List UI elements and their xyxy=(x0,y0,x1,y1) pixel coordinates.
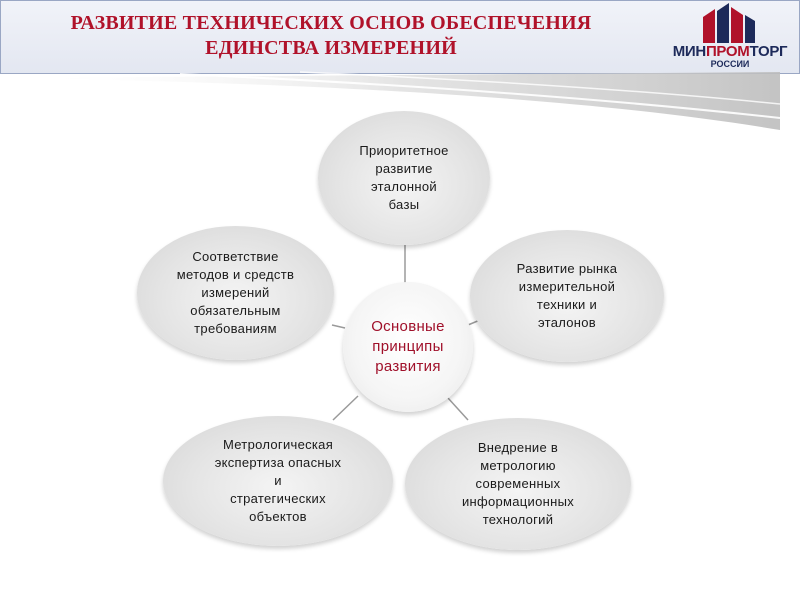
node-compliance-label: Соответствие методов и средств измерений обязательным требованиям xyxy=(176,249,295,336)
connector-bottom-right xyxy=(448,398,468,420)
node-core-principles-label: Основные принципы развития xyxy=(371,318,445,375)
connector-left xyxy=(332,325,345,328)
node-market-development-label: Развитие рынка измерительной техники и эталонов xyxy=(516,261,618,330)
node-metrological-expertise-label: Метрологическая экспертиза опасных и стратегических объектов xyxy=(214,437,342,524)
title-line-1: РАЗВИТИЕ ТЕХНИЧЕСКИХ ОСНОВ ОБЕСПЕЧЕНИЯ xyxy=(70,12,592,34)
node-market-development xyxy=(470,230,664,362)
connector-bottom-left xyxy=(333,396,358,420)
node-priority-development-label: Приоритетное развитие эталонной базы xyxy=(359,143,449,212)
logo-text-prom: ПРОМ xyxy=(705,43,750,60)
node-it-implementation-label: Внедрение в метрологию современных информационных технологий xyxy=(461,440,575,527)
logo-text-min: МИН xyxy=(672,43,706,60)
node-core-principles xyxy=(343,282,473,412)
node-priority-development xyxy=(318,111,490,245)
node-it-implementation xyxy=(405,418,631,550)
logo-subtitle: РОССИИ xyxy=(710,59,750,69)
node-compliance xyxy=(137,226,334,360)
title-line-2: ЕДИНСТВА ИЗМЕРЕНИЙ xyxy=(205,37,457,59)
node-metrological-expertise xyxy=(163,416,393,546)
logo-text-torg: ТОРГ xyxy=(749,43,788,60)
